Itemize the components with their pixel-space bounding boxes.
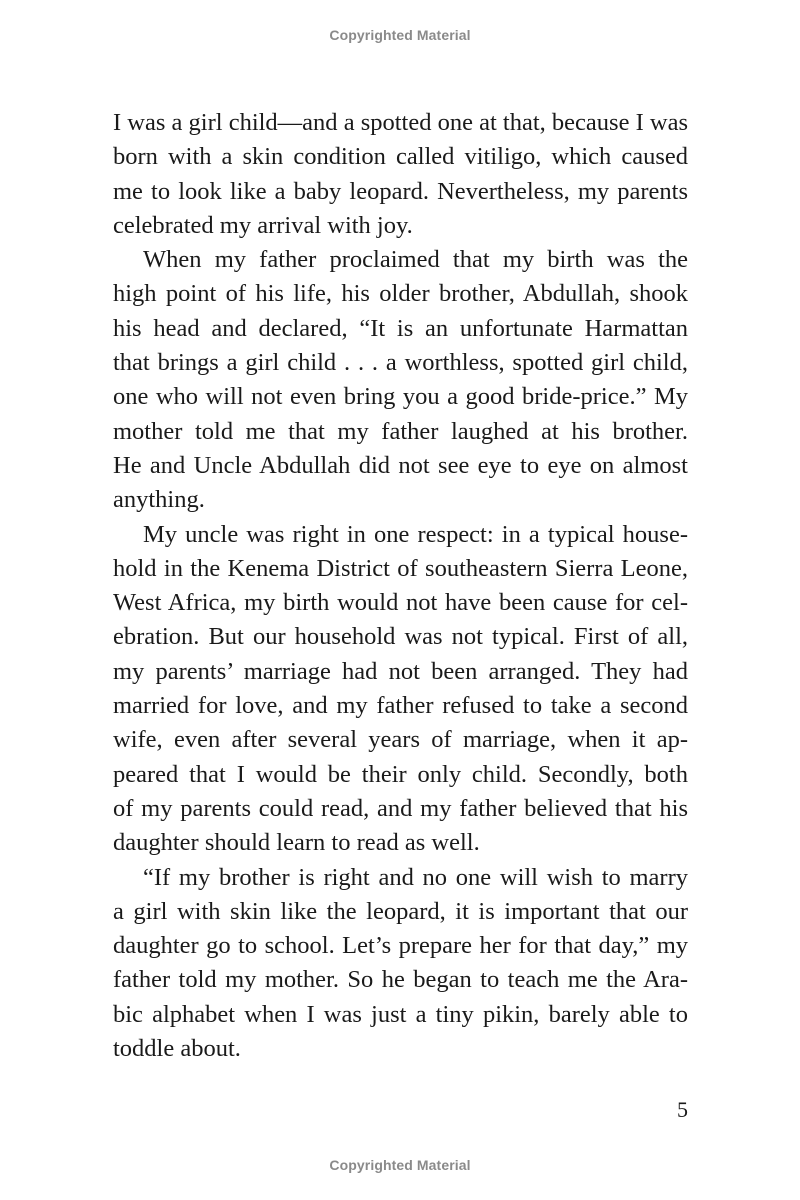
text-line: He and Uncle Abdullah did not see eye to eye on almost — [113, 451, 688, 479]
text-line: daughter go to school. Let’s prepare her for that day,” my — [113, 932, 688, 960]
copyright-watermark-top: Copyrighted Material — [329, 27, 471, 43]
text-line: a girl with skin like the leopard, it is important that our — [113, 897, 688, 925]
text-line: his head and declared, “It is an unfortunate Harmattan — [113, 314, 688, 342]
text-line: West Africa, my birth would not have been cause for cel- — [113, 589, 688, 617]
text-line: I was a girl child—and a spotted one at that, because I was — [113, 109, 688, 136]
text-line: born with a skin condition called vitiligo, which caused — [113, 143, 688, 171]
paragraph — [113, 106, 688, 243]
text-line: ebration. But our household was not typical. First of all, — [113, 623, 688, 651]
text-line: My uncle was right in one respect: in a typical house- — [143, 520, 688, 548]
paragraph — [113, 243, 688, 517]
text-line: high point of his life, his older brother, Abdullah, shook — [113, 280, 688, 308]
text-line: of my parents could read, and my father believed that his — [113, 794, 688, 822]
text-line: wife, even after several years of marriage, when it ap- — [113, 726, 688, 754]
text-line: peared that I would be their only child. Secondly, both — [113, 760, 688, 788]
text-line: hold in the Kenema District of southeastern Sierra Leone, — [113, 554, 688, 582]
copyright-watermark-bottom: Copyrighted Material — [329, 1157, 471, 1173]
text-line: daughter should learn to read as well. — [113, 829, 480, 857]
page-body — [113, 106, 688, 1066]
text-line: mother told me that my father laughed at his brother. — [113, 417, 688, 445]
text-line: one who will not even bring you a good bride-price.” My — [113, 383, 688, 411]
text-line: When my father proclaimed that my birth was the — [143, 246, 688, 274]
text-line: “If my brother is right and no one will wish to marry — [143, 863, 688, 891]
text-line: father told my mother. So he began to teach me the Ara- — [113, 966, 688, 994]
text-line: married for love, and my father refused to take a second — [113, 692, 688, 720]
text-line: celebrated my arrival with joy. — [113, 211, 413, 239]
text-line: that brings a girl child . . . a worthless, spotted girl child, — [113, 349, 688, 377]
text-line: toddle about. — [113, 1035, 241, 1063]
paragraph — [113, 861, 688, 1067]
page-number: 5 — [677, 1097, 688, 1122]
text-line: my parents’ marriage had not been arranged. They had — [113, 657, 688, 685]
paragraph — [113, 518, 688, 861]
text-line: anything. — [113, 486, 205, 514]
text-line: bic alphabet when I was just a tiny pikin, barely able to — [113, 1000, 688, 1028]
text-line: me to look like a baby leopard. Nevertheless, my parents — [113, 177, 688, 205]
